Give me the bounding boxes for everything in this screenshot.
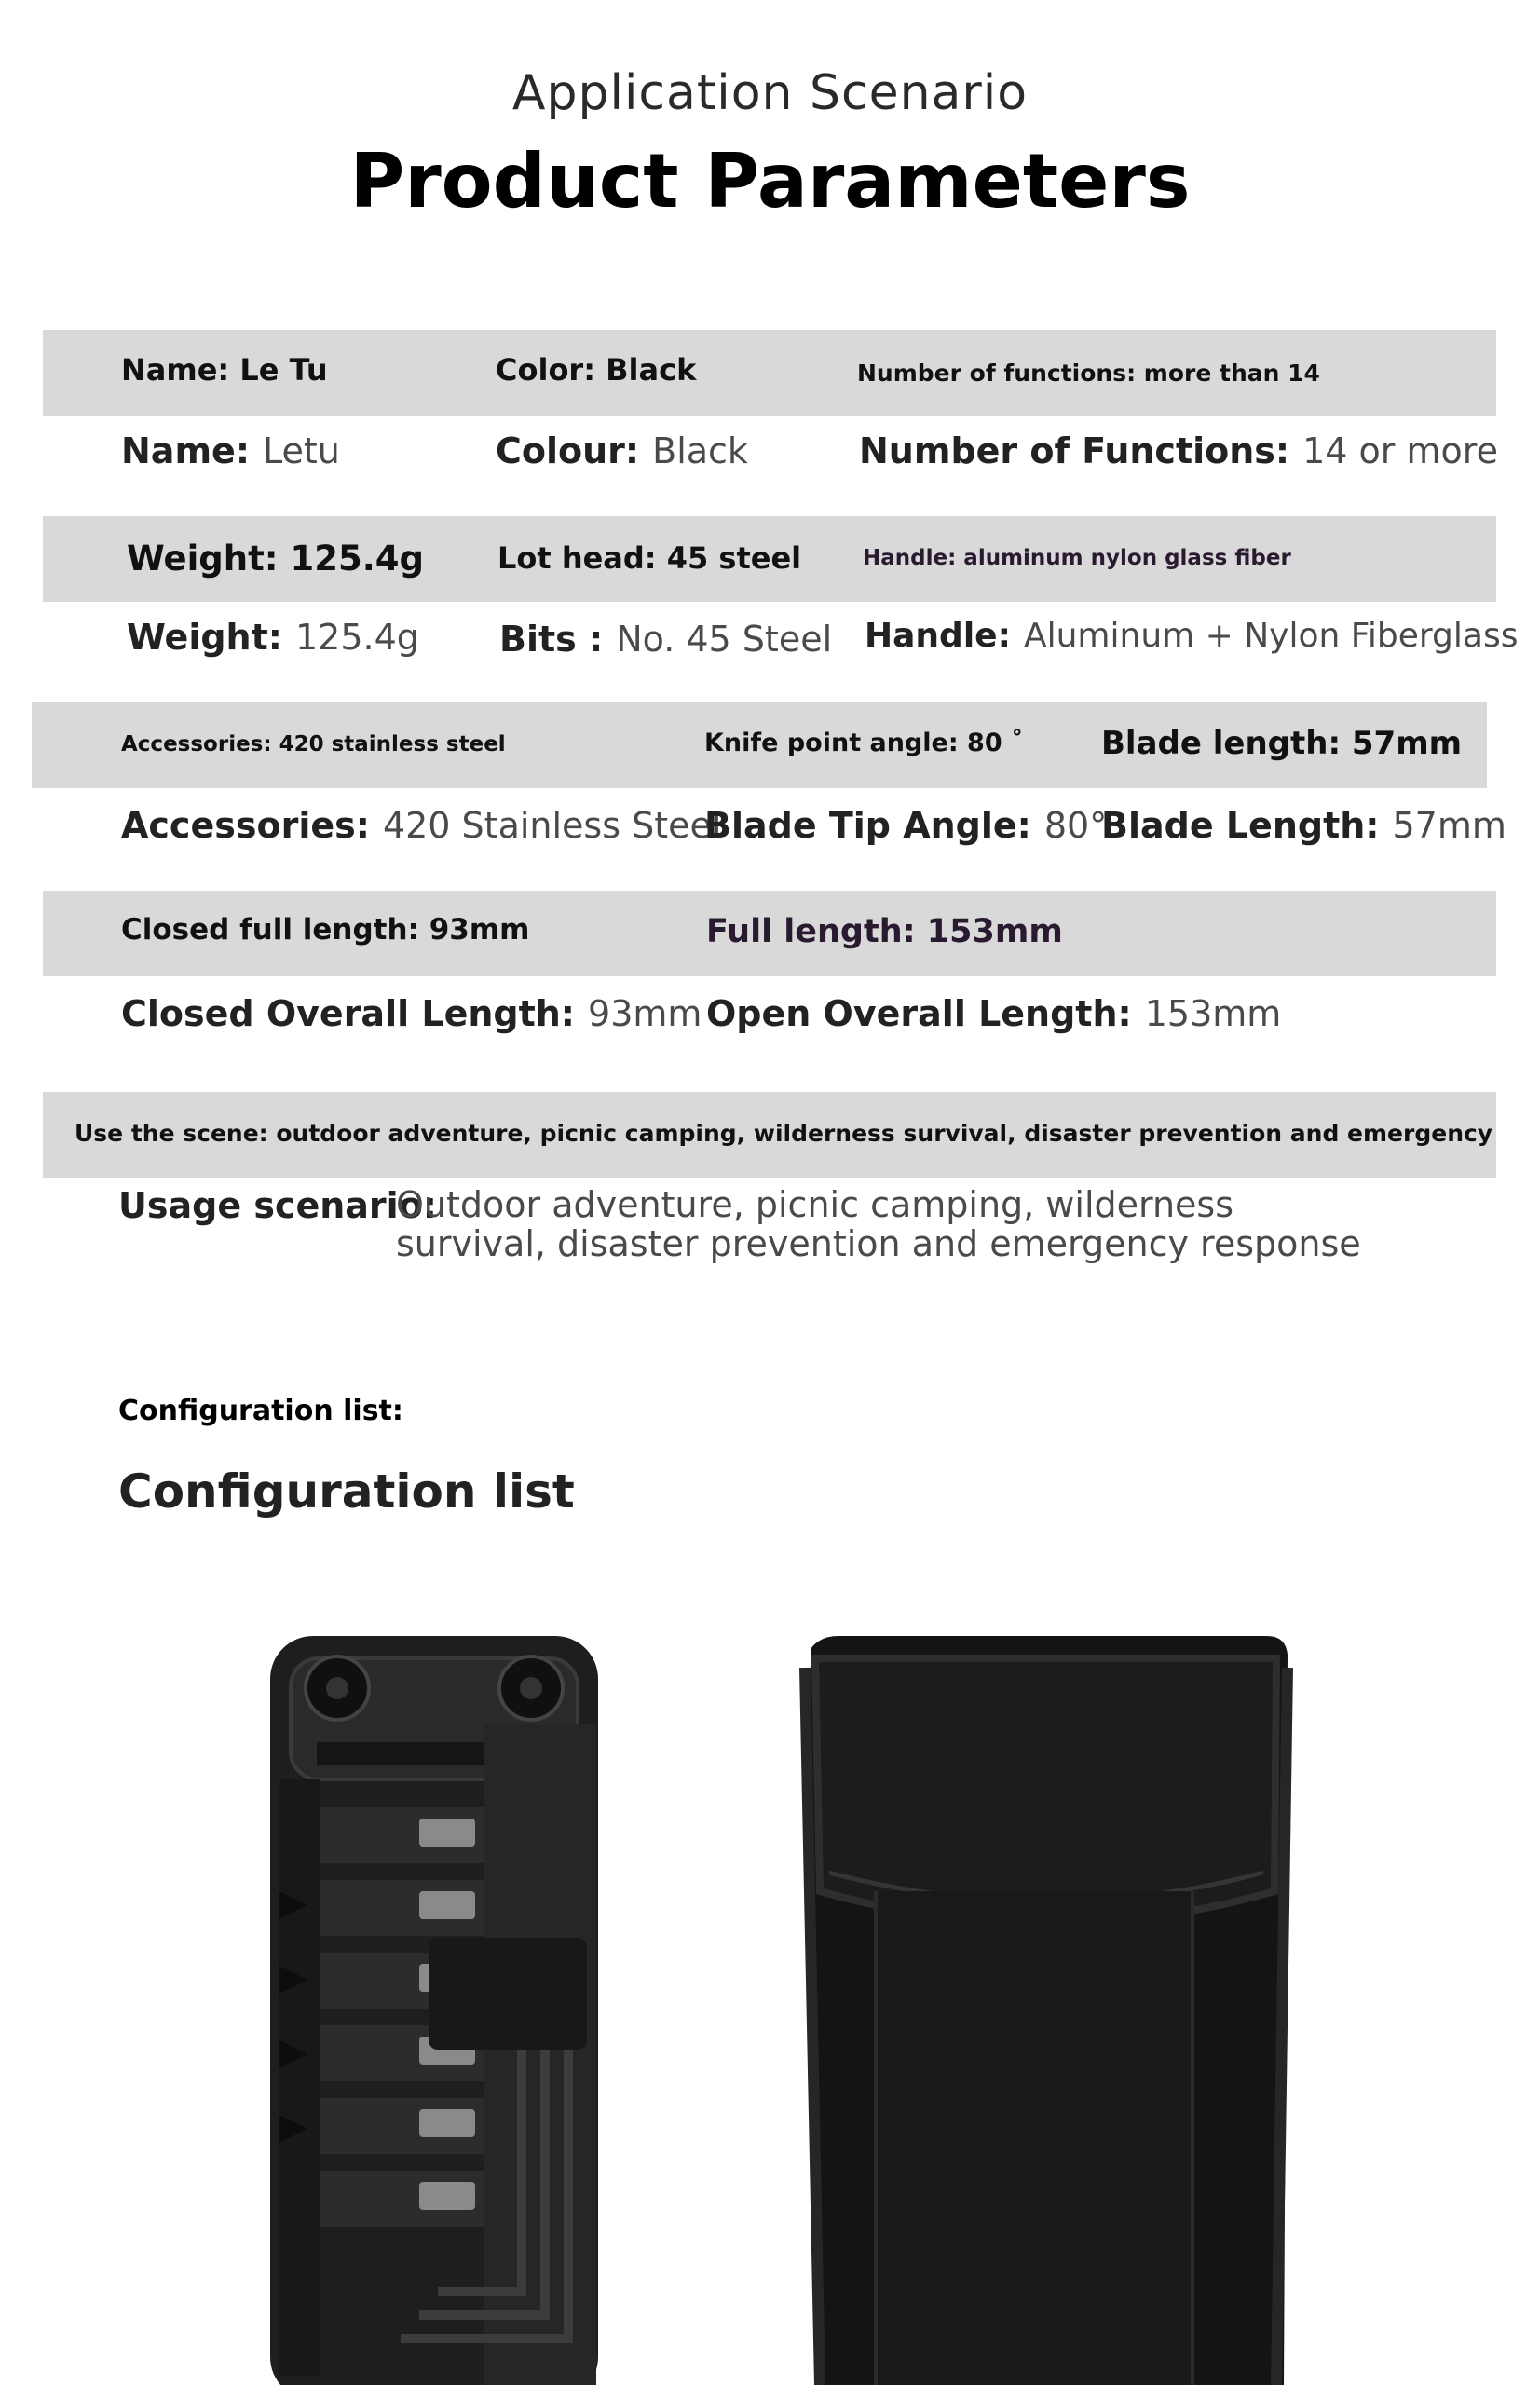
band-functions: Number of functions: more than 14 <box>857 360 1320 387</box>
band-accessories: Accessories: 420 stainless steel <box>121 732 506 756</box>
multitool-black-icon <box>270 1636 598 2385</box>
config-label-small: Configuration list: <box>118 1395 403 1427</box>
config-label-big: Configuration list <box>118 1465 575 1519</box>
band-weight: Weight: 125.4g <box>127 538 424 579</box>
band-tip-angle: Knife point angle: 80 ˚ <box>704 729 1024 757</box>
detail-weight: Weight: 125.4g <box>127 617 419 658</box>
band-color: Color: Black <box>496 352 697 388</box>
detail-functions: Number of Functions: 14 or more <box>859 430 1498 471</box>
product-photos <box>0 1584 1540 2385</box>
band-usage: Use the scene: outdoor adventure, picnic camping, wilderness survival, disaster prevention and emergency <box>75 1120 1493 1147</box>
band-full-length: Full length: 153mm <box>706 913 1063 950</box>
band-bits: Lot head: 45 steel <box>497 540 802 576</box>
band-blade-length: Blade length: 57mm <box>1101 725 1463 762</box>
detail-name: Name: Letu <box>121 430 340 471</box>
section-subtitle: Application Scenario <box>511 65 1029 121</box>
detail-blade-length: Blade Length: 57mm <box>1101 805 1506 846</box>
page-title: Product Parameters <box>349 138 1191 225</box>
detail-handle: Handle: Aluminum + Nylon Fiberglass <box>865 617 1519 655</box>
detail-closed-length: Closed Overall Length: 93mm <box>121 993 702 1034</box>
detail-usage-value: Outdoor adventure, picnic camping, wilderness survival, disaster prevention and emergency response <box>396 1184 1361 1264</box>
detail-usage-key: Usage scenario: <box>118 1185 437 1226</box>
band-closed-length: Closed full length: 93mm <box>121 913 530 947</box>
detail-bits: Bits : No. 45 Steel <box>499 619 833 660</box>
detail-open-length: Open Overall Length: 153mm <box>706 993 1282 1034</box>
detail-tip-angle: Blade Tip Angle: 80° <box>704 805 1108 846</box>
band-handle: Handle: aluminum nylon glass fiber <box>863 546 1291 570</box>
detail-colour: Colour: Black <box>496 430 748 471</box>
band-name: Name: Le Tu <box>121 352 328 388</box>
detail-accessories: Accessories: 420 Stainless Steel <box>121 805 722 846</box>
nylon-pouch-icon <box>805 1636 1288 2385</box>
